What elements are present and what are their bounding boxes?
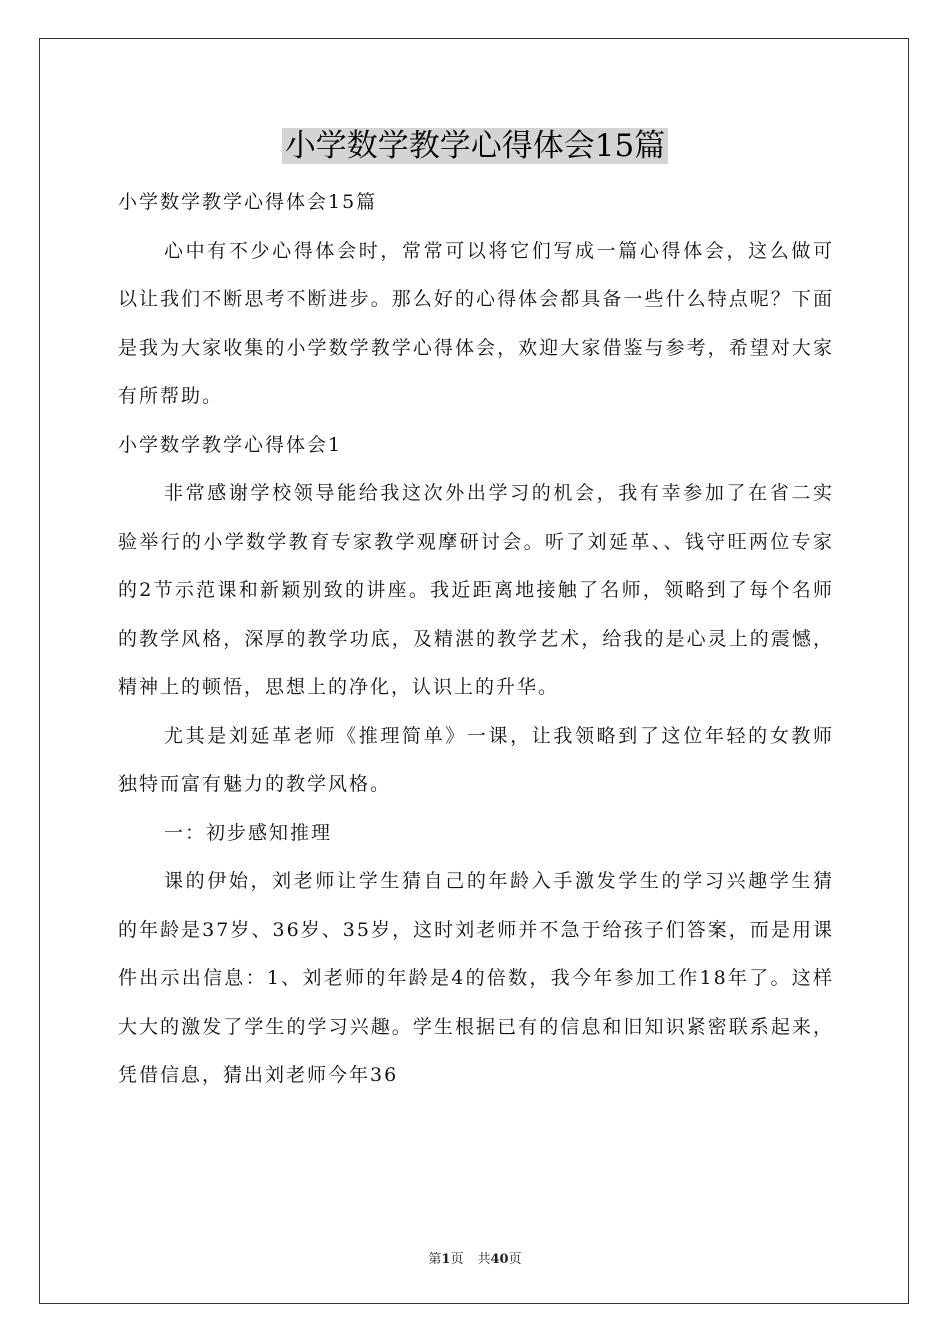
- total-suffix: 页: [508, 1252, 522, 1267]
- page-footer: [0, 1248, 950, 1267]
- document-body: [118, 178, 834, 1100]
- page-total: 40: [490, 1252, 509, 1267]
- subheading: 一：初步感知推理: [164, 821, 333, 844]
- body-paragraph: 非常感谢学校领导能给我这次外出学习的机会，我有幸参加了在省二实验举行的小学数学教育专家教学观摩研讨会。听了刘延革、、钱守旺两位专家的2节示范课和新颖别致的讲座。我近距离地接触了名师，领略到了每个名师的教学风格，深厚的教学功底，及精湛的教学艺术，给我的是心灵上的震憾，精神上的顿悟，思想上的净化，认识上的升华。: [118, 482, 834, 698]
- document-title-text: 小学数学教学心得体会15篇: [282, 128, 668, 164]
- section-heading: 小学数学教学心得体会1: [118, 433, 343, 456]
- body-paragraph: 尤其是刘延革老师《推理简单》一课，让我领略到了这位年轻的女教师独特而富有魅力的教学风格。: [118, 724, 834, 795]
- document-title: [0, 124, 950, 168]
- page-current: 1: [441, 1252, 451, 1267]
- body-paragraph: 课的伊始，刘老师让学生猜自己的年龄入手激发学生的学习兴趣学生猜的年龄是37岁、36岁、35岁，这时刘老师并不急于给孩子们答案，而是用课件出示出信息：1、刘老师的年龄是4的倍数，我今年参加工作18年了。这样大大的激发了学生的学习兴趣。学生根据已有的信息和旧知识紧密联系起来，凭借信息，猜出刘老师今年36: [118, 870, 834, 1086]
- total-prefix: 共: [477, 1252, 491, 1267]
- page-suffix: 页: [450, 1252, 464, 1267]
- page-prefix: 第: [428, 1252, 442, 1267]
- intro-paragraph: 心中有不少心得体会时，常常可以将它们写成一篇心得体会，这么做可以让我们不断思考不断进步。那么好的心得体会都具备一些什么特点呢？下面是我为大家收集的小学数学教学心得体会，欢迎大家借鉴与参考，希望对大家有所帮助。: [118, 239, 834, 407]
- subtitle-line: 小学数学教学心得体会15篇: [118, 191, 378, 213]
